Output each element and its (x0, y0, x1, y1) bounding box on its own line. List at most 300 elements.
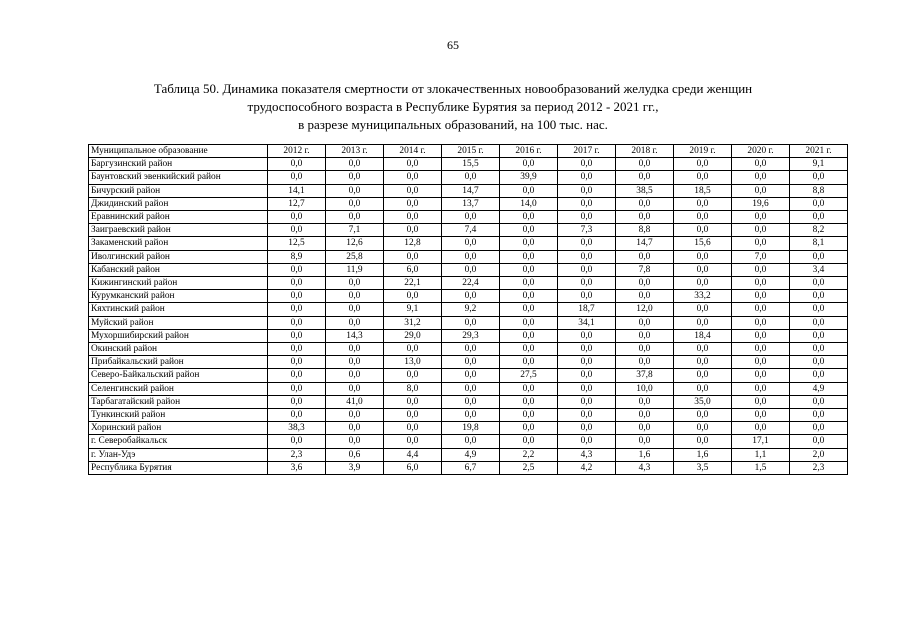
municipality-name-cell: Кижингинский район (89, 277, 268, 290)
municipality-name-cell: Джидинский район (89, 197, 268, 210)
table-row (89, 290, 848, 303)
caption-line-3: в разрезе муниципальных образований, на 100 тыс. нас. (298, 117, 608, 132)
table-row (89, 171, 848, 184)
rate-value-cell: 14,7 (442, 184, 500, 197)
rate-value-cell: 0,0 (442, 316, 500, 329)
rate-value-cell: 0,0 (790, 343, 848, 356)
header-municipality: Муниципальное образование (89, 145, 268, 158)
rate-value-cell: 0,0 (790, 395, 848, 408)
rate-value-cell: 0,0 (790, 369, 848, 382)
rate-value-cell: 0,0 (268, 316, 326, 329)
table-row (89, 448, 848, 461)
rate-value-cell: 1,1 (732, 448, 790, 461)
table-row (89, 435, 848, 448)
rate-value-cell: 0,0 (558, 290, 616, 303)
rate-value-cell: 0,0 (790, 277, 848, 290)
rate-value-cell: 0,0 (384, 343, 442, 356)
rate-value-cell: 0,0 (268, 290, 326, 303)
rate-value-cell: 11,9 (326, 263, 384, 276)
rate-value-cell: 0,0 (326, 211, 384, 224)
rate-value-cell: 0,0 (674, 211, 732, 224)
municipality-name-cell: Республика Бурятия (89, 461, 268, 474)
rate-value-cell: 0,0 (326, 290, 384, 303)
rate-value-cell: 22,4 (442, 277, 500, 290)
rate-value-cell: 0,0 (790, 356, 848, 369)
rate-value-cell: 0,0 (442, 343, 500, 356)
table-row (89, 224, 848, 237)
rate-value-cell: 7,4 (442, 224, 500, 237)
rate-value-cell: 0,0 (500, 435, 558, 448)
rate-value-cell: 12,7 (268, 197, 326, 210)
rate-value-cell: 1,6 (674, 448, 732, 461)
rate-value-cell: 0,0 (384, 250, 442, 263)
rate-value-cell: 0,0 (500, 277, 558, 290)
rate-value-cell: 0,0 (442, 435, 500, 448)
table-row (89, 369, 848, 382)
rate-value-cell: 7,8 (616, 263, 674, 276)
rate-value-cell: 14,3 (326, 329, 384, 342)
table-row (89, 343, 848, 356)
rate-value-cell: 0,0 (790, 197, 848, 210)
table-body (89, 158, 848, 475)
rate-value-cell: 12,0 (616, 303, 674, 316)
rate-value-cell: 0,0 (442, 250, 500, 263)
rate-value-cell: 0,0 (442, 171, 500, 184)
rate-value-cell: 4,3 (616, 461, 674, 474)
rate-value-cell: 8,2 (790, 224, 848, 237)
rate-value-cell: 8,8 (616, 224, 674, 237)
rate-value-cell: 38,3 (268, 422, 326, 435)
rate-value-cell: 0,0 (616, 277, 674, 290)
rate-value-cell: 0,0 (442, 356, 500, 369)
rate-value-cell: 6,0 (384, 461, 442, 474)
rate-value-cell: 0,0 (558, 422, 616, 435)
municipality-name-cell: г. Улан-Удэ (89, 448, 268, 461)
rate-value-cell: 0,0 (732, 224, 790, 237)
rate-value-cell: 0,0 (268, 395, 326, 408)
header-year: 2012 г. (268, 145, 326, 158)
rate-value-cell: 19,8 (442, 422, 500, 435)
rate-value-cell: 0,0 (732, 395, 790, 408)
rate-value-cell: 14,0 (500, 197, 558, 210)
rate-value-cell: 0,0 (558, 250, 616, 263)
rate-value-cell: 0,0 (790, 435, 848, 448)
municipality-name-cell: Бичурский район (89, 184, 268, 197)
rate-value-cell: 0,0 (326, 171, 384, 184)
rate-value-cell: 6,7 (442, 461, 500, 474)
rate-value-cell: 0,0 (674, 382, 732, 395)
rate-value-cell: 1,5 (732, 461, 790, 474)
rate-value-cell: 0,0 (616, 409, 674, 422)
rate-value-cell: 0,0 (326, 197, 384, 210)
rate-value-cell: 0,0 (384, 409, 442, 422)
rate-value-cell: 0,0 (500, 237, 558, 250)
rate-value-cell: 0,0 (500, 263, 558, 276)
rate-value-cell: 0,0 (500, 211, 558, 224)
rate-value-cell: 14,7 (616, 237, 674, 250)
rate-value-cell: 0,0 (558, 197, 616, 210)
rate-value-cell: 0,0 (790, 303, 848, 316)
rate-value-cell: 41,0 (326, 395, 384, 408)
table-row (89, 395, 848, 408)
rate-value-cell: 15,6 (674, 237, 732, 250)
rate-value-cell: 0,0 (268, 369, 326, 382)
rate-value-cell: 0,0 (500, 343, 558, 356)
rate-value-cell: 0,0 (268, 382, 326, 395)
rate-value-cell: 0,0 (558, 277, 616, 290)
rate-value-cell: 0,0 (500, 409, 558, 422)
rate-value-cell: 0,0 (616, 316, 674, 329)
rate-value-cell: 0,0 (384, 435, 442, 448)
rate-value-cell: 0,0 (268, 303, 326, 316)
rate-value-cell: 8,0 (384, 382, 442, 395)
rate-value-cell: 0,0 (790, 171, 848, 184)
rate-value-cell: 0,0 (442, 290, 500, 303)
rate-value-cell: 0,0 (268, 263, 326, 276)
rate-value-cell: 0,0 (616, 395, 674, 408)
rate-value-cell: 38,5 (616, 184, 674, 197)
rate-value-cell: 19,6 (732, 197, 790, 210)
rate-value-cell: 0,0 (790, 422, 848, 435)
rate-value-cell: 0,0 (442, 211, 500, 224)
municipality-name-cell: Мухоршибирский район (89, 329, 268, 342)
rate-value-cell: 12,8 (384, 237, 442, 250)
rate-value-cell: 9,2 (442, 303, 500, 316)
rate-value-cell: 0,0 (558, 329, 616, 342)
rate-value-cell: 0,0 (442, 409, 500, 422)
rate-value-cell: 39,9 (500, 171, 558, 184)
rate-value-cell: 0,0 (732, 382, 790, 395)
rate-value-cell: 0,0 (674, 369, 732, 382)
rate-value-cell: 0,0 (616, 435, 674, 448)
rate-value-cell: 2,2 (500, 448, 558, 461)
rate-value-cell: 0,0 (674, 197, 732, 210)
rate-value-cell: 0,0 (326, 343, 384, 356)
table-row (89, 316, 848, 329)
municipality-name-cell: Курумканский район (89, 290, 268, 303)
rate-value-cell: 0,0 (558, 356, 616, 369)
table-row (89, 422, 848, 435)
rate-value-cell: 0,0 (558, 158, 616, 171)
rate-value-cell: 0,0 (558, 369, 616, 382)
rate-value-cell: 0,0 (732, 237, 790, 250)
rate-value-cell: 0,0 (326, 303, 384, 316)
rate-value-cell: 4,4 (384, 448, 442, 461)
rate-value-cell: 0,0 (732, 329, 790, 342)
rate-value-cell: 0,0 (500, 329, 558, 342)
rate-value-cell: 4,9 (442, 448, 500, 461)
header-year: 2015 г. (442, 145, 500, 158)
rate-value-cell: 0,0 (500, 395, 558, 408)
caption-line-2: трудоспособного возраста в Республике Бурятия за период 2012 - 2021 гг., (247, 99, 659, 114)
header-year: 2013 г. (326, 145, 384, 158)
rate-value-cell: 4,2 (558, 461, 616, 474)
rate-value-cell: 0,0 (674, 409, 732, 422)
rate-value-cell: 0,0 (616, 343, 674, 356)
rate-value-cell: 7,1 (326, 224, 384, 237)
header-year: 2017 г. (558, 145, 616, 158)
rate-value-cell: 2,5 (500, 461, 558, 474)
rate-value-cell: 0,0 (558, 382, 616, 395)
rate-value-cell: 29,0 (384, 329, 442, 342)
rate-value-cell: 0,0 (790, 290, 848, 303)
rate-value-cell: 22,1 (384, 277, 442, 290)
municipality-name-cell: Иволгинский район (89, 250, 268, 263)
rate-value-cell: 0,0 (674, 224, 732, 237)
municipality-name-cell: Тункинский район (89, 409, 268, 422)
rate-value-cell: 0,0 (616, 356, 674, 369)
header-year: 2016 г. (500, 145, 558, 158)
rate-value-cell: 0,0 (616, 250, 674, 263)
rate-value-cell: 0,0 (500, 422, 558, 435)
rate-value-cell: 0,0 (384, 369, 442, 382)
rate-value-cell: 0,0 (268, 277, 326, 290)
rate-value-cell: 17,1 (732, 435, 790, 448)
rate-value-cell: 0,0 (442, 369, 500, 382)
table-row (89, 184, 848, 197)
rate-value-cell: 0,0 (558, 263, 616, 276)
table-row (89, 250, 848, 263)
rate-value-cell: 0,0 (558, 237, 616, 250)
table-row (89, 211, 848, 224)
rate-value-cell: 8,1 (790, 237, 848, 250)
rate-value-cell: 0,0 (674, 343, 732, 356)
rate-value-cell: 13,7 (442, 197, 500, 210)
rate-value-cell: 0,0 (616, 171, 674, 184)
municipality-name-cell: Баунтовский эвенкийский район (89, 171, 268, 184)
rate-value-cell: 0,0 (268, 356, 326, 369)
header-year: 2021 г. (790, 145, 848, 158)
table-row (89, 197, 848, 210)
rate-value-cell: 0,0 (326, 369, 384, 382)
rate-value-cell: 0,0 (616, 211, 674, 224)
rate-value-cell: 8,8 (790, 184, 848, 197)
municipality-name-cell: Тарбагатайский район (89, 395, 268, 408)
rate-value-cell: 0,0 (674, 250, 732, 263)
table-row (89, 356, 848, 369)
rate-value-cell: 0,0 (500, 356, 558, 369)
rate-value-cell: 0,0 (500, 184, 558, 197)
rate-value-cell: 0,0 (268, 158, 326, 171)
table-row (89, 461, 848, 474)
rate-value-cell: 0,0 (268, 343, 326, 356)
rate-value-cell: 0,0 (558, 343, 616, 356)
rate-value-cell: 0,0 (268, 224, 326, 237)
rate-value-cell: 0,0 (326, 277, 384, 290)
rate-value-cell: 0,0 (674, 171, 732, 184)
rate-value-cell: 0,0 (674, 435, 732, 448)
rate-value-cell: 18,5 (674, 184, 732, 197)
rate-value-cell: 35,0 (674, 395, 732, 408)
rate-value-cell: 12,5 (268, 237, 326, 250)
rate-value-cell: 0,0 (616, 329, 674, 342)
rate-value-cell: 0,0 (326, 435, 384, 448)
rate-value-cell: 0,0 (732, 290, 790, 303)
rate-value-cell: 2,3 (268, 448, 326, 461)
rate-value-cell: 0,0 (384, 290, 442, 303)
rate-value-cell: 2,3 (790, 461, 848, 474)
rate-value-cell: 2,0 (790, 448, 848, 461)
rate-value-cell: 0,0 (732, 158, 790, 171)
rate-value-cell: 7,0 (732, 250, 790, 263)
rate-value-cell: 0,0 (790, 316, 848, 329)
table-row (89, 382, 848, 395)
rate-value-cell: 0,0 (790, 211, 848, 224)
rate-value-cell: 0,0 (442, 382, 500, 395)
rate-value-cell: 0,0 (558, 184, 616, 197)
rate-value-cell: 0,0 (500, 303, 558, 316)
rate-value-cell: 0,0 (442, 395, 500, 408)
municipality-name-cell: Муйский район (89, 316, 268, 329)
rate-value-cell: 0,6 (326, 448, 384, 461)
municipality-name-cell: Кабанский район (89, 263, 268, 276)
rate-value-cell: 0,0 (500, 250, 558, 263)
table-row (89, 263, 848, 276)
rate-value-cell: 0,0 (674, 316, 732, 329)
rate-value-cell: 0,0 (384, 211, 442, 224)
rate-value-cell: 0,0 (500, 382, 558, 395)
rate-value-cell: 0,0 (500, 316, 558, 329)
municipality-name-cell: г. Северобайкальск (89, 435, 268, 448)
rate-value-cell: 0,0 (732, 277, 790, 290)
rate-value-cell: 0,0 (732, 211, 790, 224)
rate-value-cell: 0,0 (326, 356, 384, 369)
rate-value-cell: 0,0 (268, 409, 326, 422)
caption-line-1: Таблица 50. Динамика показателя смертности от злокачественных новообразований желудка среди женщин (153, 81, 753, 96)
municipality-name-cell: Заиграевский район (89, 224, 268, 237)
rate-value-cell: 0,0 (326, 158, 384, 171)
table-row (89, 237, 848, 250)
rate-value-cell: 0,0 (558, 435, 616, 448)
rate-value-cell: 0,0 (384, 171, 442, 184)
rate-value-cell: 0,0 (674, 158, 732, 171)
rate-value-cell: 0,0 (384, 224, 442, 237)
rate-value-cell: 7,3 (558, 224, 616, 237)
header-year: 2020 г. (732, 145, 790, 158)
table-row (89, 303, 848, 316)
rate-value-cell: 25,8 (326, 250, 384, 263)
rate-value-cell: 0,0 (732, 303, 790, 316)
rate-value-cell: 0,0 (616, 422, 674, 435)
rate-value-cell: 0,0 (732, 422, 790, 435)
rate-value-cell: 9,1 (790, 158, 848, 171)
rate-value-cell: 3,5 (674, 461, 732, 474)
header-year: 2018 г. (616, 145, 674, 158)
rate-value-cell: 13,0 (384, 356, 442, 369)
rate-value-cell: 0,0 (384, 422, 442, 435)
rate-value-cell: 3,4 (790, 263, 848, 276)
rate-value-cell: 34,1 (558, 316, 616, 329)
rate-value-cell: 0,0 (384, 395, 442, 408)
municipality-name-cell: Селенгинский район (89, 382, 268, 395)
rate-value-cell: 0,0 (616, 158, 674, 171)
rate-value-cell: 0,0 (384, 184, 442, 197)
rate-value-cell: 31,2 (384, 316, 442, 329)
table-row (89, 409, 848, 422)
table-row (89, 158, 848, 171)
rate-value-cell: 33,2 (674, 290, 732, 303)
rate-value-cell: 0,0 (500, 290, 558, 303)
rate-value-cell: 1,6 (616, 448, 674, 461)
rate-value-cell: 0,0 (732, 356, 790, 369)
rate-value-cell: 9,1 (384, 303, 442, 316)
rate-value-cell: 0,0 (384, 197, 442, 210)
header-year: 2019 г. (674, 145, 732, 158)
municipality-name-cell: Прибайкальский район (89, 356, 268, 369)
rate-value-cell: 0,0 (732, 171, 790, 184)
rate-value-cell: 0,0 (268, 329, 326, 342)
rate-value-cell: 4,9 (790, 382, 848, 395)
rate-value-cell: 6,0 (384, 263, 442, 276)
rate-value-cell: 15,5 (442, 158, 500, 171)
rate-value-cell: 0,0 (558, 171, 616, 184)
rate-value-cell: 0,0 (500, 158, 558, 171)
rate-value-cell: 0,0 (732, 263, 790, 276)
rate-value-cell: 0,0 (732, 343, 790, 356)
municipality-name-cell: Баргузинский район (89, 158, 268, 171)
municipality-name-cell: Северо-Байкальский район (89, 369, 268, 382)
table-header-row (89, 145, 848, 158)
table-caption (60, 80, 846, 134)
rate-value-cell: 0,0 (732, 409, 790, 422)
rate-value-cell: 0,0 (558, 395, 616, 408)
rate-value-cell: 0,0 (268, 171, 326, 184)
rate-value-cell: 0,0 (442, 237, 500, 250)
rate-value-cell: 0,0 (790, 250, 848, 263)
rate-value-cell: 3,6 (268, 461, 326, 474)
rate-value-cell: 18,7 (558, 303, 616, 316)
rate-value-cell: 0,0 (558, 409, 616, 422)
rate-value-cell: 0,0 (732, 369, 790, 382)
rate-value-cell: 0,0 (732, 316, 790, 329)
rate-value-cell: 0,0 (558, 211, 616, 224)
rate-value-cell: 14,1 (268, 184, 326, 197)
municipality-name-cell: Окинский район (89, 343, 268, 356)
rate-value-cell: 0,0 (326, 316, 384, 329)
rate-value-cell: 12,6 (326, 237, 384, 250)
rate-value-cell: 0,0 (326, 184, 384, 197)
header-year: 2014 г. (384, 145, 442, 158)
table-row (89, 277, 848, 290)
rate-value-cell: 0,0 (674, 356, 732, 369)
rate-value-cell: 0,0 (326, 409, 384, 422)
municipality-name-cell: Закаменский район (89, 237, 268, 250)
rate-value-cell: 0,0 (384, 158, 442, 171)
rate-value-cell: 10,0 (616, 382, 674, 395)
rate-value-cell: 0,0 (326, 382, 384, 395)
page-number: 65 (447, 38, 459, 52)
rate-value-cell: 0,0 (616, 290, 674, 303)
rate-value-cell: 0,0 (790, 329, 848, 342)
rate-value-cell: 0,0 (268, 435, 326, 448)
rate-value-cell: 0,0 (442, 263, 500, 276)
rate-value-cell: 18,4 (674, 329, 732, 342)
rate-value-cell: 29,3 (442, 329, 500, 342)
municipality-name-cell: Еравнинский район (89, 211, 268, 224)
rate-value-cell: 0,0 (674, 303, 732, 316)
rate-value-cell: 0,0 (674, 277, 732, 290)
mortality-table (88, 144, 848, 475)
table-row (89, 329, 848, 342)
rate-value-cell: 0,0 (326, 422, 384, 435)
rate-value-cell: 27,5 (500, 369, 558, 382)
rate-value-cell: 0,0 (616, 197, 674, 210)
rate-value-cell: 8,9 (268, 250, 326, 263)
rate-value-cell: 0,0 (790, 409, 848, 422)
municipality-name-cell: Кяхтинский район (89, 303, 268, 316)
rate-value-cell: 4,3 (558, 448, 616, 461)
municipality-name-cell: Хоринский район (89, 422, 268, 435)
